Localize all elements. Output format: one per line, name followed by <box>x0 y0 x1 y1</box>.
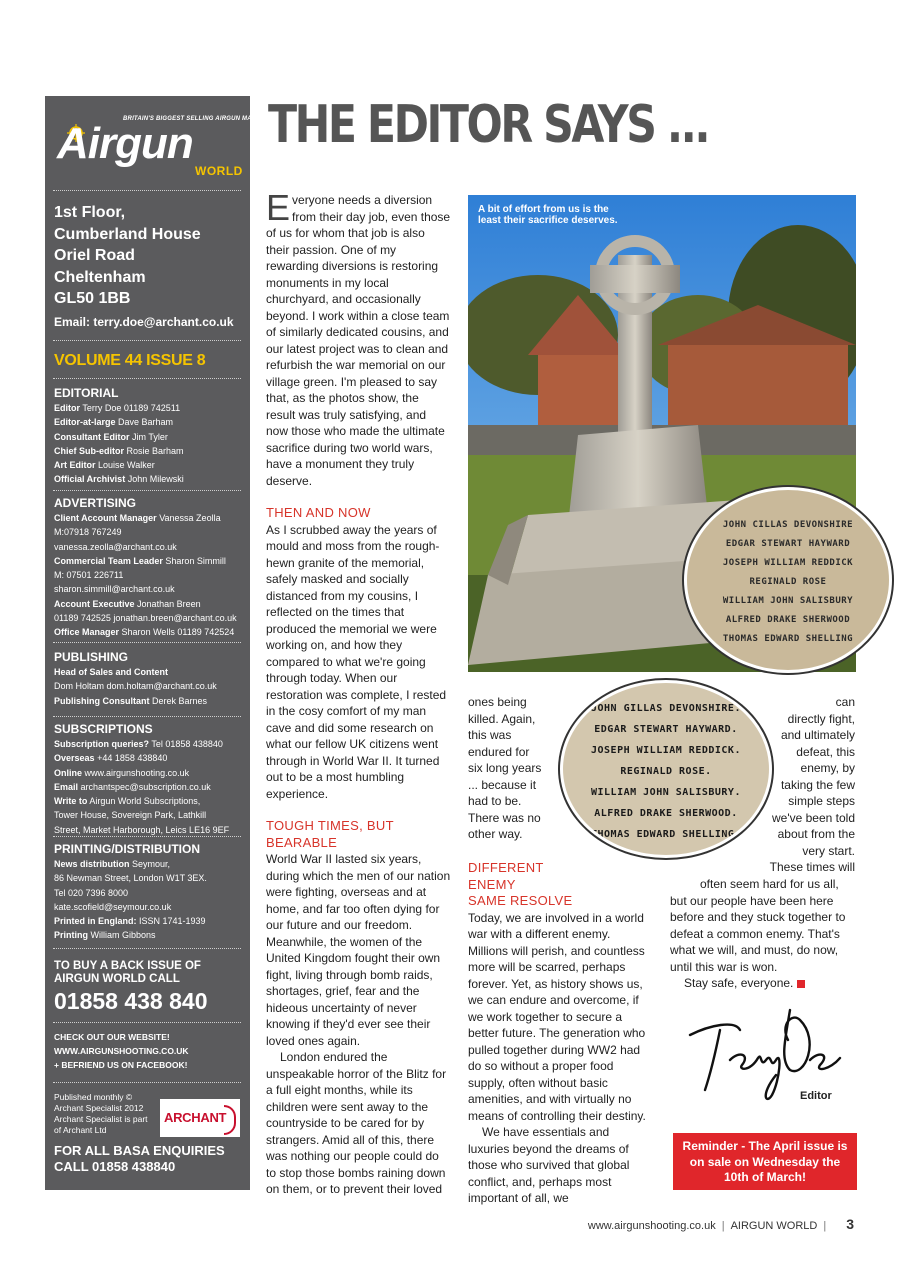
archant-logo-text: ARCHANT <box>164 1110 227 1125</box>
subheading: DIFFERENT ENEMY SAME RESOLVE <box>468 860 573 908</box>
staff-row: Tel 020 7396 8000 <box>54 887 129 898</box>
text-line: enemy, by <box>800 761 855 775</box>
back-issue-block <box>54 960 246 1016</box>
staff-row: Subscription queries? Tel 01858 438840 <box>54 739 223 749</box>
publisher-note <box>54 1092 154 1136</box>
text-line: very start. <box>802 843 855 858</box>
text-line: we've been told <box>771 810 855 825</box>
basa-line: CALL 01858 438840 <box>54 1158 176 1174</box>
text-line: had to be. <box>468 794 522 808</box>
inscription-name: JOHN CILLAS DEVONSHIRE <box>722 520 854 530</box>
inscription-name: THOMAS EDWARD SHELLING <box>722 634 854 644</box>
staff-row: Office Manager Sharon Wells 01189 742524 <box>54 627 235 638</box>
inscription-name: WILLIAM JOHN SALISBURY <box>722 596 854 606</box>
staff-row: Street, Market Harborough, Leics LE16 9EF <box>54 824 230 835</box>
section-heading: PRINTING/DISTRIBUTION <box>54 842 200 856</box>
page-footer <box>588 1216 854 1232</box>
section-heading: SUBSCRIPTIONS <box>54 722 153 736</box>
address-line: GL50 1BB <box>54 290 131 307</box>
inscription-name: EDGAR STEWART HAYWARD. <box>594 724 738 735</box>
staff-row: Printed in England: ISSN 1741-1939 <box>54 916 206 927</box>
staff-row: Overseas +44 1858 438840 <box>54 753 168 764</box>
paragraph: London endured the unspeakable horror of the Blitz for a full eight months, while its children were sent away to the countryside to be cared for by strangers. Amid all of this, there was nothing our people could do to stop those bombs raining down on them, or to prevent their loved <box>266 1050 447 1196</box>
text-line: this was <box>468 728 512 742</box>
end-mark-icon <box>797 980 805 988</box>
inscription-name: ALFRED DRAKE SHERWOOD. <box>594 808 738 819</box>
editorial-section <box>54 386 246 487</box>
signature-label: Editor <box>800 1090 832 1102</box>
text-line: There was no <box>468 810 541 825</box>
facebook-line[interactable]: + BEFRIEND US ON FACEBOOK! <box>54 1060 188 1070</box>
staff-row: Account Executive Jonathan Breen <box>54 598 201 609</box>
divider <box>53 378 241 379</box>
address-line: Oriel Road <box>54 247 135 264</box>
text-line: can <box>835 695 855 709</box>
text-line: ones being <box>468 695 527 709</box>
paragraph: often seem hard for us all, but our people have been here before and they stuck together to defeat a common enemy. That's what we will, and must, do now, until this war is won. <box>670 877 846 974</box>
footer-separator: | <box>721 1220 725 1232</box>
basa-enquiries <box>54 1143 225 1174</box>
staff-row: News distribution Seymour, <box>54 859 171 869</box>
staff-row: M: 07501 226711 <box>54 570 124 581</box>
staff-row: Head of Sales and Content <box>54 667 169 677</box>
text-line: taking the few <box>780 777 855 792</box>
section-heading: EDITORIAL <box>54 386 119 400</box>
advertising-section <box>54 496 246 640</box>
website-line: CHECK OUT OUR WEBSITE! <box>54 1032 170 1042</box>
back-issue-line: AIRGUN WORLD CALL <box>54 973 180 985</box>
volume-issue: VOLUME 44 ISSUE 8 <box>54 352 206 369</box>
divider <box>53 1022 241 1023</box>
page-title: THE EDITOR SAYS ... <box>268 95 709 155</box>
address-line: Cumberland House <box>54 225 201 243</box>
staff-row: Consultant Editor Jim Tyler <box>54 431 168 442</box>
website-block <box>54 1030 189 1072</box>
staff-row[interactable]: kate.scofield@seymour.co.uk <box>54 901 172 912</box>
section-heading: ADVERTISING <box>54 496 137 510</box>
footer-magazine: AIRGUN WORLD <box>730 1220 818 1232</box>
logo-sub: WORLD <box>195 164 243 178</box>
drop-cap: E <box>266 187 291 228</box>
basa-line: FOR ALL BASA ENQUIRIES <box>54 1143 225 1158</box>
staff-row: Tower House, Sovereign Park, Lathkill <box>54 810 207 821</box>
reminder-line: on sale on Wednesday the <box>689 1154 841 1169</box>
address-block <box>54 202 244 329</box>
publisher-line: Archant Specialist 2012 <box>54 1103 144 1113</box>
staff-row: Art Editor Louise Walker <box>54 460 155 471</box>
logo-tagline: BRITAIN'S BIGGEST SELLING AIRGUN MAGAZINE <box>123 116 276 122</box>
inscription-name: JOSEPH WILLIAM REDDICK. <box>591 745 741 756</box>
airgun-world-logo <box>55 110 276 180</box>
inscription-name: ALFRED DRAKE SHERWOOD <box>725 615 851 625</box>
sign-off: Stay safe, everyone. <box>670 975 855 992</box>
website-url[interactable]: WWW.AIRGUNSHOOTING.CO.UK <box>54 1046 189 1056</box>
divider <box>53 190 241 191</box>
text-line: directly fight, <box>787 711 855 726</box>
staff-row: 86 Newman Street, London W1T 3EX. <box>54 873 207 884</box>
text-line: six long years <box>468 761 542 775</box>
text-line: defeat, this <box>796 744 855 759</box>
intro-paragraph: Everyone needs a diversion from their day job, even those of us for whom that job is also their passion. One of my rewarding diversions is restoring monuments in my local churchyard, and occasionally beyond. I work within a close team of similarly dedicated cousins, and our latest project was to clean and refurbish the war memorial on our village green. I'm pleased to say that, as the photos show, the result was truly satisfying, and now those who made the ultimate sacrifice during two world wars, have a monument they truly deserve. <box>266 187 451 488</box>
subheading: TOUGH TIMES, BUT BEARABLE <box>266 818 394 850</box>
staff-row: Publishing Consultant Derek Barnes <box>54 695 208 706</box>
back-issue-phone[interactable]: 01858 438 840 <box>54 988 208 1014</box>
paragraph: We have essentials and luxuries beyond the dreams of those who survived that global conflict, and, perhaps most important of all, we <box>468 1125 630 1205</box>
inscription-name: JOSEPH WILLIAM REDDICK <box>722 558 854 568</box>
staff-row: Printing William Gibbons <box>54 930 156 941</box>
staff-row: Editor Terry Doe 01189 742511 <box>54 403 181 413</box>
staff-row[interactable]: Email archantspec@subscription.co.uk <box>54 781 211 792</box>
photo-caption: A bit of effort from us is the least their sacrifice deserves. <box>478 204 618 226</box>
paragraph: As I scrubbed away the years of mould and moss from the rough-hewn granite of the memorial, safely masked and socially distanced from my cousins, I reflected on the times that produced the memorial we were working on, and how they compared to what we're going through today. When our restoration was complete, I rested in the cosy comfort of my man cave and did some research on what our fellow UK citizens went through in World War II. It turned out to be a most humbling experience. <box>266 522 447 801</box>
staff-row[interactable]: sharon.simmill@archant.co.uk <box>54 584 175 595</box>
divider <box>53 948 241 949</box>
divider <box>53 836 241 837</box>
divider <box>53 490 241 491</box>
archant-swoop-icon <box>224 1105 236 1135</box>
archant-logo <box>160 1099 240 1137</box>
staff-row: M:07918 767249 <box>54 527 122 538</box>
reminder-line: 10th of March! <box>723 1170 806 1184</box>
staff-row: Chief Sub-editor Rosie Barham <box>54 445 184 456</box>
contact-email[interactable]: Email: terry.doe@archant.co.uk <box>54 314 234 329</box>
staff-row[interactable]: vanessa.zeolla@archant.co.uk <box>54 541 177 552</box>
staff-row: Write to Airgun World Subscriptions, <box>54 796 201 807</box>
footer-separator: | <box>823 1220 827 1232</box>
reminder-line: Reminder - The April issue is <box>682 1139 848 1153</box>
paragraph: World War II lasted six years, during which the men of our nation were fighting, overseas and at home, and far too often dying for our future and our freedom. Meanwhile, the women of the United Kingdom fought their own fight, living through bomb raids, shortages, grief, fear and the hideous uncertainty of never knowing if they'd ever see their loved ones again. <box>266 852 451 1048</box>
article-column-3 <box>670 876 855 992</box>
publisher-line: of Archant Ltd <box>54 1125 107 1135</box>
divider <box>53 340 241 341</box>
divider <box>53 716 241 717</box>
masthead-sidebar <box>45 96 276 1190</box>
staff-row: Client Account Manager Vanessa Zeolla <box>54 513 221 523</box>
staff-row[interactable]: 01189 742525 jonathan.breen@archant.co.uk <box>54 613 237 624</box>
address-line: 1st Floor, <box>54 204 126 221</box>
publishing-section <box>54 650 246 708</box>
divider <box>53 1082 241 1083</box>
publisher-line: Archant Specialist is part <box>54 1114 148 1124</box>
article-column-3-wrap <box>740 694 855 876</box>
inscription-name: WILLIAM JOHN SALISBURY. <box>591 787 741 798</box>
inscription-name: JOHN GILLAS DEVONSHIRE. <box>591 703 741 714</box>
text-line: other way. <box>468 827 523 841</box>
text-line: killed. Again, <box>468 711 536 726</box>
address-line: Cheltenham <box>54 268 146 286</box>
text-line: ... because it <box>468 777 537 792</box>
staff-row: Commercial Team Leader Sharon Simmill <box>54 555 226 566</box>
distribution-section <box>54 842 246 943</box>
article-column-1 <box>266 187 451 1198</box>
article-column-2-wrap <box>468 694 563 843</box>
subheading: THEN AND NOW <box>266 505 371 520</box>
reminder-banner <box>673 1133 857 1190</box>
text-line: endured for <box>468 744 530 759</box>
staff-row[interactable]: Online www.airgunshooting.co.uk <box>54 767 190 778</box>
staff-row: Official Archivist John Milewski <box>54 474 184 485</box>
page-number: 3 <box>846 1216 854 1232</box>
publisher-line: Published monthly © <box>54 1092 133 1102</box>
inscription-zoom-1 <box>684 487 892 673</box>
text-line: and ultimately <box>780 728 855 742</box>
subscriptions-section <box>54 722 246 837</box>
paragraph: Today, we are involved in a world war with a different enemy. Millions will perish, and countless more will be scarred, perhaps forever. Yet, as history shows us, we can endure and overcome, if we work together to secure a better future. The generation who pulled together during WW2 had do so without a proper food supply, often without basic amenities, and with virtually no means of controlling their destiny. <box>468 910 646 1123</box>
section-heading: PUBLISHING <box>54 650 129 664</box>
footer-url[interactable]: www.airgunshooting.co.uk <box>587 1220 716 1232</box>
inscription-name: REGINALD ROSE <box>749 577 827 587</box>
logo-brand: Airgun <box>57 119 193 168</box>
staff-row: Editor-at-large Dave Barham <box>54 417 174 428</box>
text-line: These times will <box>769 860 855 874</box>
back-issue-line: TO BUY A BACK ISSUE OF <box>54 960 201 972</box>
inscription-name: EDGAR STEWART HAYWARD <box>725 539 851 549</box>
text-line: about from the <box>777 827 855 841</box>
inscription-name: THOMAS EDWARD SHELLING. <box>591 829 741 840</box>
inscription-name: REGINALD ROSE. <box>620 766 712 777</box>
article-column-2 <box>468 860 653 1207</box>
text-line: simple steps <box>788 794 855 808</box>
staff-row[interactable]: Dom Holtam dom.holtam@archant.co.uk <box>54 681 217 692</box>
divider <box>53 642 241 643</box>
